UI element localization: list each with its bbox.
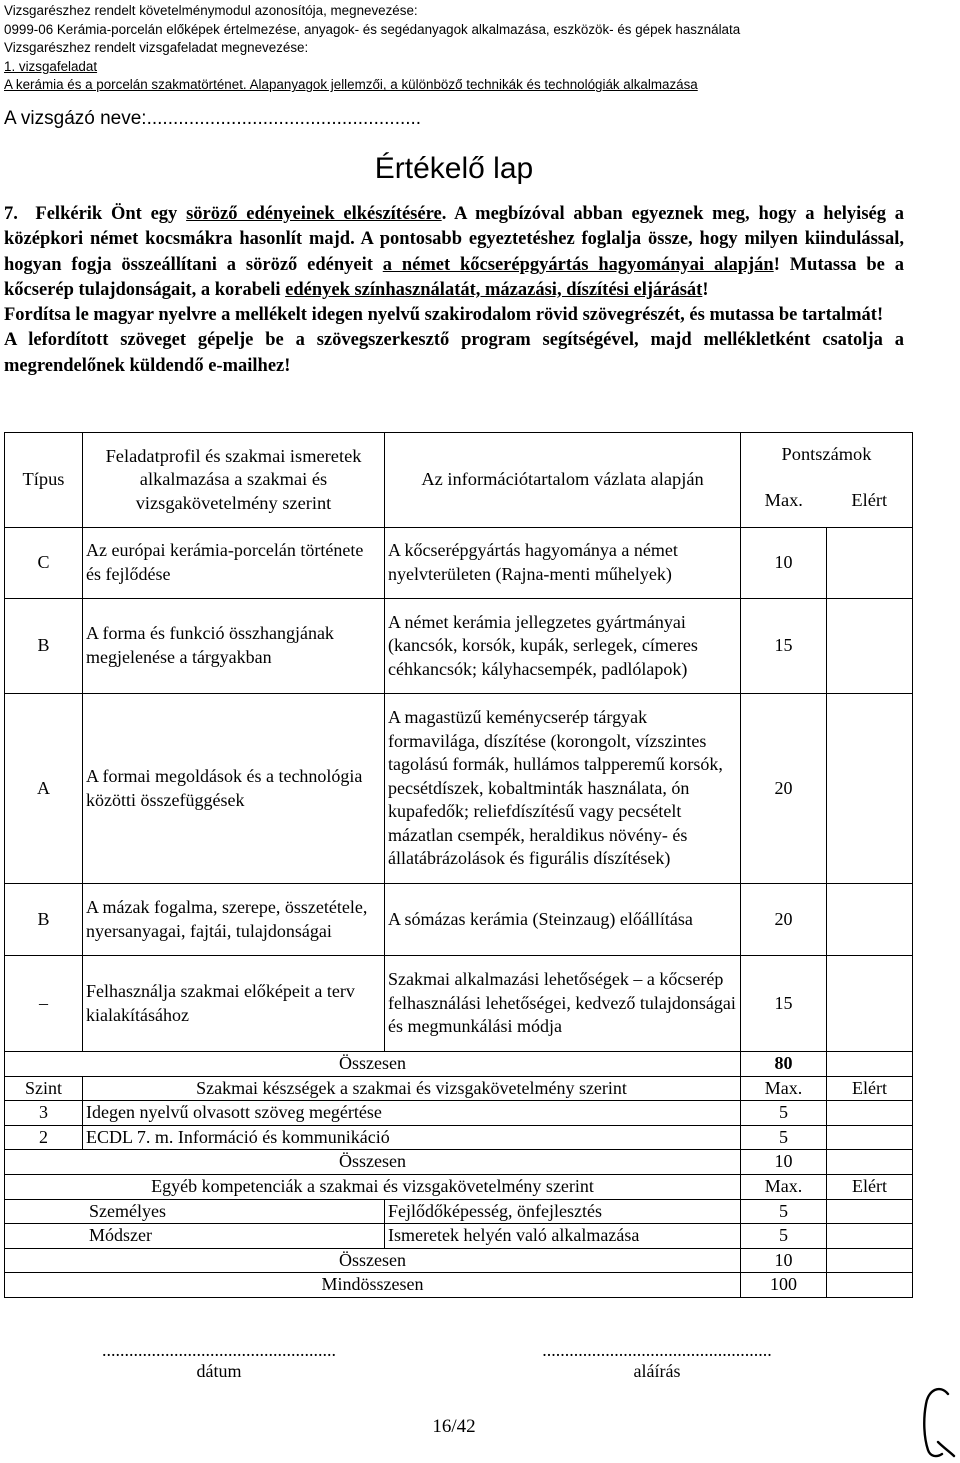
signature-dots: ................................................... [542, 1340, 772, 1360]
row-info: A magastüzű keménycserép tárgyak formavilága, díszítése (korongolt, vízszintes tagolású formák, hullámos talpperemű korsók, pecsétdíszek, kobaltminták használata, ón kupafedők; reliefdíszítésű vagy pecsételt mázatlan csempék, heraldikus növény- és állatábrázolások és figurális díszítések) [385, 694, 741, 884]
row-got [827, 1199, 913, 1224]
header-max: Max. [741, 1174, 827, 1199]
page-title: Értékelő lap [374, 152, 534, 185]
table-row [5, 1125, 913, 1150]
sum-row [5, 1248, 913, 1273]
grand-total-got [827, 1273, 913, 1298]
section-header-row [5, 1174, 913, 1199]
row-info: A kőcserépgyártás hagyománya a német nyelvterületen (Rajna-menti műhelyek) [385, 528, 741, 599]
task-underline: a német kőcserépgyártás hagyományai alapján [382, 254, 774, 275]
row-kind: Személyes [5, 1199, 385, 1224]
row-got [827, 1125, 913, 1150]
date-signature-block [88, 1340, 350, 1382]
task-description [4, 202, 904, 379]
task-text: . A megbízóval abban egyeznek meg, hogy a helyiség a középkori német kocsmákra hasonlít majd. A pontosabb egyeztetéshez foglalja össze, hogy milyen kiindulással, hogyan fogja összeállítani a söröző edényeit [4, 204, 904, 275]
evaluation-table [4, 432, 913, 1298]
row-max: 15 [741, 956, 827, 1052]
sum-got [827, 1248, 913, 1273]
header-got: Elért [851, 490, 888, 510]
row-competency: Fejlődőképesség, önfejlesztés [385, 1199, 741, 1224]
row-got [827, 1224, 913, 1249]
row-info: A német kerámia jellegzetes gyártmányai (kancsók, korsók, kupák, serlegek, címeres céhkancsók; kályhacsempék, padlólapok) [385, 599, 741, 694]
header-level: Szint [5, 1076, 83, 1101]
row-competency: Ismeretek helyén való alkalmazása [385, 1224, 741, 1249]
task-underline: söröző edényeinek elkészítésére [186, 204, 442, 224]
row-type: C [5, 528, 83, 599]
task-paragraph-2: Fordítsa le magyar nyelvre a mellékelt idegen nyelvű szakirodalom rövid szövegrészét, és mutassa be tartalmát! [4, 305, 884, 326]
row-profile: Az európai kerámia-porcelán története és fejlődése [83, 528, 385, 599]
header-max: Max. [741, 1076, 827, 1101]
row-info: A sómázas kerámia (Steinzaug) előállítása [385, 884, 741, 956]
header-line: Vizsgarészhez rendelt vizsgafeladat megnevezése: [4, 40, 309, 56]
grand-total-label: Mindösszesen [5, 1273, 741, 1298]
row-profile: A mázak fogalma, szerepe, összetétele, nyersanyagai, fajtái, tulajdonságai [83, 884, 385, 956]
table-row [5, 1224, 913, 1249]
table-header-row [5, 433, 913, 528]
date-label: dátum [196, 1361, 242, 1381]
table-row [5, 956, 913, 1052]
table-row [5, 1101, 913, 1126]
sum-value: 80 [741, 1052, 827, 1077]
signature-label: aláírás [633, 1361, 681, 1381]
page-number: 16/42 [432, 1416, 476, 1437]
header-skills: Szakmai készségek a szakmai és vizsgakövetelmény szerint [83, 1076, 741, 1101]
points-label: Pontszámok [781, 444, 872, 465]
sum-label: Összesen [5, 1248, 741, 1273]
row-skill: Idegen nyelvű olvasott szöveg megértése [83, 1101, 741, 1126]
row-got [827, 599, 913, 694]
task-text: ! Mutassa be a kőcserép tulajdonságait, a korabeli [4, 254, 904, 300]
task-paragraph-1: 7. Felkérik Önt egy söröző edényeinek elkészítésére. A megbízóval abban egyeznek meg, hogy a helyiség a középkori német kocsmákra hasonlít majd. A pontosabb egyeztetéshez foglalja össze, hogy milyen kiindulással, hogyan fogja összeállítani a söröző edényeit a német kőcserépgyártás hagyományai alapján! Mutassa be a kőcserép tulajdonságait, a korabeli edények színhasználatát, mázazási, díszítési eljárását! [4, 204, 904, 300]
sum-row [5, 1052, 913, 1077]
sum-value: 10 [741, 1150, 827, 1175]
row-max: 5 [741, 1199, 827, 1224]
header-line: 0999-06 Kerámia-porcelán előképek értelmezése, anyagok- és segédanyagok alkalmazása, eszközök- és gépek használata [4, 21, 741, 37]
row-max: 5 [741, 1125, 827, 1150]
header-line: A kerámia és a porcelán szakmatörténet. Alapanyagok jellemzői, a különböző technikák és technológiák alkalmazása [4, 77, 698, 93]
row-max: 10 [741, 528, 827, 599]
row-type: – [5, 956, 83, 1052]
candidate-name-field: A vizsgázó neve:.................................................... [4, 108, 422, 129]
row-max: 5 [741, 1101, 827, 1126]
table-row [5, 884, 913, 956]
row-max: 15 [741, 599, 827, 694]
row-profile: Felhasználja szakmai előképeit a terv kialakításához [83, 956, 385, 1052]
row-got [827, 956, 913, 1052]
row-max: 20 [741, 884, 827, 956]
task-underline: edények színhasználatát, mázazási, díszítési eljárását [285, 279, 703, 300]
header-line: Vizsgarészhez rendelt követelménymodul azonosítója, megnevezése: [4, 3, 418, 18]
header-line: 1. vizsgafeladat [4, 58, 98, 74]
row-max: 20 [741, 694, 827, 884]
date-dots: .................................................... [102, 1340, 336, 1360]
signature-block [526, 1340, 788, 1382]
row-got [827, 694, 913, 884]
handwritten-initial-icon [918, 1382, 958, 1460]
sum-value: 10 [741, 1248, 827, 1273]
row-skill: ECDL 7. m. Információ és kommunikáció [83, 1125, 741, 1150]
header-competencies: Egyéb kompetenciák a szakmai és vizsgakövetelmény szerint [5, 1174, 741, 1199]
points-subheader [741, 489, 912, 513]
row-profile: A formai megoldások és a technológia közötti összefüggések [83, 694, 385, 884]
table-row [5, 694, 913, 884]
header-max: Max. [764, 490, 803, 510]
grand-total-value: 100 [741, 1273, 827, 1298]
table-row [5, 1199, 913, 1224]
task-text: ! [702, 279, 709, 300]
row-level: 3 [5, 1101, 83, 1126]
row-level: 2 [5, 1125, 83, 1150]
row-max: 5 [741, 1224, 827, 1249]
row-got [827, 1101, 913, 1126]
section-header-row [5, 1076, 913, 1101]
header-got: Elért [827, 1174, 913, 1199]
grand-total-row [5, 1273, 913, 1298]
sum-got [827, 1150, 913, 1175]
sum-label: Összesen [5, 1052, 741, 1077]
header-got: Elért [827, 1076, 913, 1101]
row-info: Szakmai alkalmazási lehetőségek – a kőcserép felhasználási lehetőségei, kedvező tulajdonságai és megmunkálási módja [385, 956, 741, 1052]
row-got [827, 884, 913, 956]
table-row [5, 599, 913, 694]
row-type: B [5, 599, 83, 694]
sum-got [827, 1052, 913, 1077]
header-info: Az információtartalom vázlata alapján [385, 433, 741, 528]
header-profile: Feladatprofil és szakmai ismeretek alkalmazása a szakmai és vizsgakövetelmény szerint [83, 433, 385, 528]
row-kind: Módszer [5, 1224, 385, 1249]
row-type: B [5, 884, 83, 956]
table-row [5, 528, 913, 599]
row-profile: A forma és funkció összhangjának megjelenése a tárgyakban [83, 599, 385, 694]
task-paragraph-3: A lefordított szöveget gépelje be a szövegszerkesztő program segítségével, majd mellékletként csatolja a megrendelőnek küldendő e-mailhez! [4, 330, 904, 376]
sum-row [5, 1150, 913, 1175]
header-type: Típus [5, 433, 83, 528]
sum-label: Összesen [5, 1150, 741, 1175]
header-points [741, 433, 913, 528]
row-got [827, 528, 913, 599]
row-type: A [5, 694, 83, 884]
document-header [4, 2, 954, 95]
